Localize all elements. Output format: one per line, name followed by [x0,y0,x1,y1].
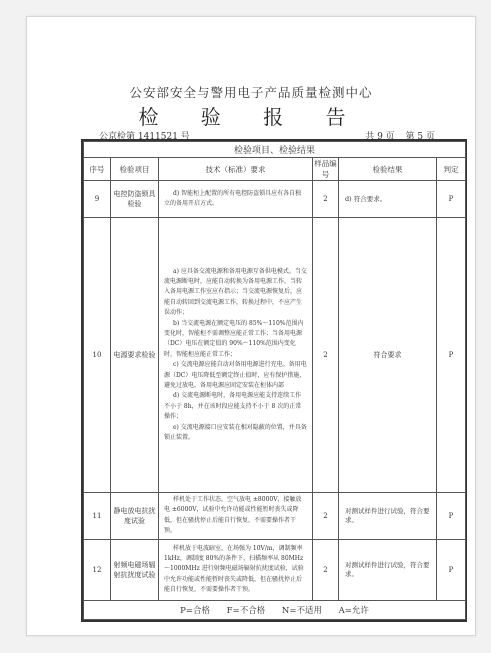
test-item: 电源要求检验 [111,218,159,493]
requirement-text: a) 应具备交流电源和备用电源互备供电模式。当交流电源断电时，应能自动转换为备用电源工作，当转入备用电源工作室应有指示；当交流电源恢复后，应能自动转回到交流电源工作，转换过程中，不应产生误动作； [164,267,307,317]
legend-pass: P=合格 [180,605,210,616]
column-header: 样品编号 [314,159,337,179]
requirement-text: c) 交流电源应能自动对备用电源进行充电。备用电源（DC）电压降低至额定终止值时，应有保护措施，避免过放电。备用电源应固定安装在柜体内部 [164,361,307,390]
requirement-text: 样机放于电波暗室，在场强为 10V/m，调制频率 1kHz，调制度 80%的条件下，扫描频率从 80MHz～1000MHz 进行射频电磁场辐射抗扰度试验，试验中允许功能或性能暂时丧失或降低，但在骚扰停止后能自行恢复，不需要操作者干预。 [164,544,304,594]
requirement-cell [159,493,313,540]
row-number: 9 [84,181,111,218]
requirement-text: d) 智能柜上配置的所有电控防盗锁具应有各自独立的备用开启方式。 [164,189,302,207]
row-number: 12 [84,539,111,600]
current-page: 第 5 页 [405,132,435,142]
sample-number: 2 [313,218,339,493]
requirement-text: d) 交流电源断电时，备用电源应能支持连续工作不小于 8h，并在该时段应能支持不小于 8 次的正常操作； [164,392,302,421]
organization-name: 公安部安全与警用电子产品质量检测中心 [129,85,373,100]
test-result: 符合要求 [339,218,437,493]
requirement-cell [159,218,313,493]
requirement-text: 样机处于工作状态，空气放电 ±8000V，接触放电 ±6000V，试验中允许功能或性能暂时丧失或降低，但在骚扰停止后能自行恢复，不需要操作者干预。 [164,496,302,535]
results-table [81,139,467,622]
verdict: P [437,539,466,600]
verdict: P [437,493,466,540]
column-header: 技术（标准）要求 [159,158,313,181]
test-result: d) 符合要求。 [339,181,437,218]
table-caption: 检验项目、检验结果 [84,142,466,158]
legend-not-applicable: N=不适用 [281,605,322,616]
legend-fail: F=不合格 [226,605,266,616]
column-header: 序号 [84,158,111,181]
verdict-legend [84,600,466,619]
row-number: 10 [84,218,111,493]
legend-row [84,600,466,619]
verdict: P [437,181,466,218]
table-row [84,218,466,493]
test-result: 对测试样件进行试验，符合要求。 [339,539,437,600]
requirement-cell [159,181,313,218]
test-item: 射频电磁场辐射抗扰度试验 [111,539,159,600]
table-header-row [84,158,466,181]
table-row [84,181,466,218]
test-item: 静电放电抗扰度试验 [111,493,159,540]
sample-number: 2 [313,493,339,540]
test-item: 电控防盗锁具检验 [111,181,159,218]
sample-number: 2 [313,539,339,600]
requirement-text: e) 交流电源接口应安装在相对隐蔽的位置，并具备锁止装置。 [164,423,307,442]
row-number: 11 [84,493,111,540]
legend-allowed: A=允许 [338,605,369,616]
test-result: 对测试样件进行试验，符合要求。 [339,493,437,540]
column-header: 检验结果 [339,158,437,181]
report-number: 公京检第 1411521 号 [99,132,190,142]
report-title: 检 验 报 告 [138,105,364,129]
column-header: 判定 [437,158,466,181]
report-page [26,16,476,636]
sample-number: 2 [313,181,339,218]
total-pages: 共 9 页 [365,132,395,142]
table-row [84,539,466,600]
column-header: 检验项目 [111,158,159,181]
verdict: P [437,218,466,493]
table-row [84,493,466,540]
requirement-text: b) 当交流电源在额定电压的 85%～110%范围内变化时，智能柜不需调整应能正常工作；当备用电源（DC）电压在额定值的 90%～110%范围内变化时，智能柜应能正常工作； [164,319,304,358]
requirement-cell [159,539,313,600]
